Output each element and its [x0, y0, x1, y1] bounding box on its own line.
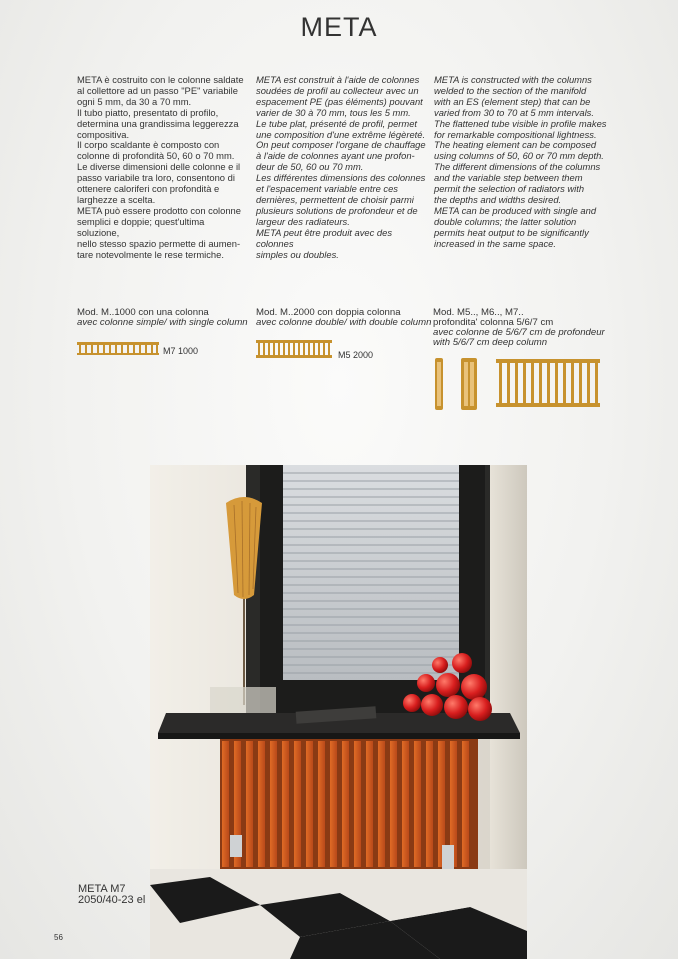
model-title: Mod. M..1000 con una colonna — [77, 307, 209, 318]
page-number: 56 — [54, 933, 63, 942]
radiator-front-diagram — [496, 356, 600, 412]
model-code: M7 1000 — [163, 346, 199, 356]
page-title: META — [300, 12, 378, 42]
model-subtitle: avec colonne double/ with double column — [256, 317, 432, 328]
column-profile-diagram — [433, 356, 483, 412]
single-column-diagram — [77, 340, 159, 358]
model-single-column — [77, 308, 257, 328]
text-column-french: META est construit à l'aide de colonnes soudées de profil au collecteur avec un espacement PE (pas éléments) pouvant varier de 30 à 70 mm, tous les 5 mm. Le tube plat, présenté de profil, permet une composition d'une extrême légèreté. On peut composer l'organe de chauffage à l'aide de colonnes ayant une profon- deur de 50, 60 ou 70 mm. Les différentes dimensions des colonnes et l'espacement variable entre ces dernières, permettent de choisir parmi plusieurs solutions de profondeur et de largeur des radiateurs. META peut être produit avec des colonnes simples ou doubles. — [256, 74, 426, 260]
photo-caption: META M7 2050/40-23 el — [78, 883, 146, 906]
model-title: Mod. M..2000 con doppia colonna — [256, 307, 401, 318]
model-subtitle: avec colonne de 5/6/7 cm de profondeur with 5/6/7 cm deep column — [433, 327, 605, 348]
model-code: M5 2000 — [338, 350, 374, 360]
model-title: Mod. M5.., M6.., M7.. — [433, 307, 524, 318]
model-depth-options — [433, 308, 613, 348]
model-depth: profondita' colonna 5/6/7 cm — [433, 317, 554, 328]
text-column-italian: META è costruito con le colonne saldate al collettore ad un passo "PE" variabile ogni 5 mm, da 30 a 70 mm. Il tubo piatto, presentato di profilo, determina una grandissima leggerezza compositiva. Il corpo scaldante è composto con colonne di profondità 50, 60 o 70 mm. Le diverse dimensioni delle colonne e il passo variabile tra loro, consentono di ottenere caloriferi con profondità e larghezze a scelta. META può essere prodotto con colonne semplici e doppie; quest'ultima soluzione, nello stesso spazio permette di aumen- tare notevolmente le rese termiche. — [77, 74, 244, 260]
room-photo — [150, 465, 527, 959]
double-column-diagram — [256, 338, 332, 360]
model-double-column — [256, 308, 436, 328]
text-column-english: META is constructed with the columns welded to the section of the manifold with an ES (element step) that can be varied from 30 to 70 at 5 mm intervals. The flattened tube visible in profile makes for remarkable compositional lightness. The heating element can be composed using columns of 50, 60 or 70 mm depth. The different dimensions of the columns and the variable step between them permit the selection of radiators with the depths and widths desired. META can be produced with single and double columns; the latter solution permits heat output to be significantly increased in the same space. — [434, 74, 607, 249]
model-subtitle: avec colonne simple/ with single column — [77, 317, 248, 328]
